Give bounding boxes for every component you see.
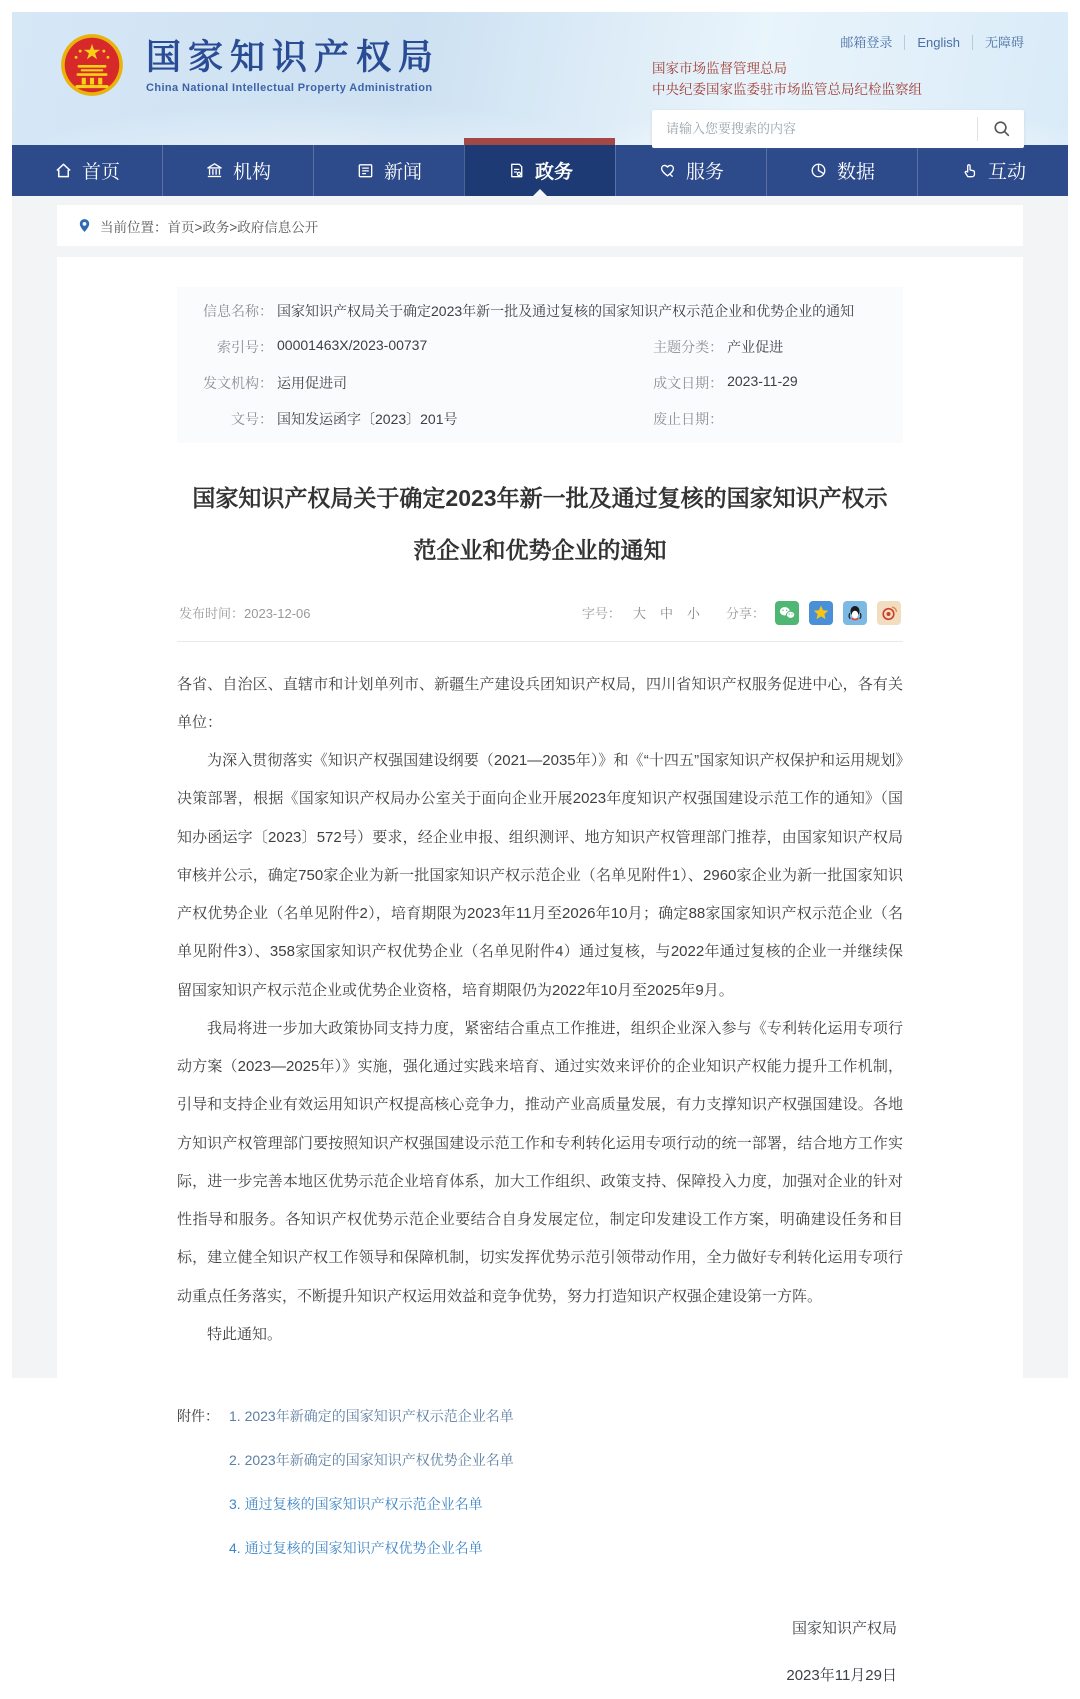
related-links xyxy=(652,59,1024,101)
doc-number-value: 国知发运函字〔2023〕201号 xyxy=(273,409,458,429)
meta-tools xyxy=(582,601,901,625)
article-card xyxy=(57,257,1023,1378)
gov-document-icon xyxy=(507,161,526,180)
nav-tab-interaction[interactable] xyxy=(917,145,1068,196)
attachment-row xyxy=(177,1406,903,1426)
main-nav xyxy=(12,145,1068,196)
index-number-label: 索引号： xyxy=(177,337,273,357)
nav-label: 政务 xyxy=(535,157,573,184)
nav-label: 首页 xyxy=(82,157,120,184)
interact-hand-icon xyxy=(960,161,979,180)
issue-date-label: 成文日期： xyxy=(627,373,723,393)
font-size-small-button[interactable]: 小 xyxy=(685,603,702,622)
attachment-link-1[interactable]: 1. 2023年新确定的国家知识产权示范企业名单 xyxy=(229,1406,514,1426)
attachment-link-3[interactable]: 3. 通过复核的国家知识产权示范企业名单 xyxy=(229,1494,483,1514)
share-label: 分享： xyxy=(726,603,765,622)
doc-info-row xyxy=(177,365,903,401)
breadcrumb-path[interactable]: 首页>政务>政府信息公开 xyxy=(168,216,319,236)
info-name-value: 国家知识产权局关于确定2023年新一批及通过复核的国家知识产权示范企业和优势企业的通知 xyxy=(273,301,854,321)
attachments-label: 附件： xyxy=(177,1406,229,1426)
news-icon xyxy=(356,161,375,180)
attachment-row xyxy=(177,1450,903,1470)
issuing-agency-label: 发文机构： xyxy=(177,373,273,393)
nav-label: 新闻 xyxy=(384,157,422,184)
institution-icon xyxy=(205,161,224,180)
nav-label: 机构 xyxy=(233,157,271,184)
english-link[interactable]: English xyxy=(904,35,972,50)
header-right xyxy=(652,32,1024,148)
font-size-medium-button[interactable]: 中 xyxy=(658,603,675,622)
closing-paragraph: 特此通知。 xyxy=(177,1316,903,1354)
home-icon xyxy=(54,161,73,180)
issuing-agency-value: 运用促进司 xyxy=(273,373,347,393)
nav-label: 数据 xyxy=(837,157,875,184)
nav-tab-services[interactable] xyxy=(615,145,766,196)
breadcrumb-label: 当前位置： xyxy=(100,216,168,236)
doc-info-row xyxy=(177,401,903,437)
page xyxy=(12,12,1068,1378)
content-background xyxy=(12,196,1068,1378)
search-icon[interactable] xyxy=(977,117,1024,141)
mail-login-link[interactable]: 邮箱登录 xyxy=(828,35,904,50)
publish-time-value: 2023-12-06 xyxy=(244,606,311,621)
doc-info-table xyxy=(177,287,903,443)
weibo-icon[interactable] xyxy=(877,601,901,625)
site-title: 国家知识产权局 xyxy=(146,38,440,78)
doc-info-row xyxy=(177,329,903,365)
nav-tab-home[interactable] xyxy=(12,145,162,196)
data-pie-icon xyxy=(809,161,828,180)
site-title-block xyxy=(146,38,440,94)
search-box xyxy=(652,110,1024,148)
service-heart-icon xyxy=(658,161,677,180)
topic-category-label: 主题分类： xyxy=(627,337,723,357)
font-size-label: 字号： xyxy=(582,603,621,622)
nav-tab-government[interactable] xyxy=(464,145,615,196)
repeal-date-label: 废止日期： xyxy=(627,409,723,429)
breadcrumb xyxy=(57,205,1023,246)
qzone-icon[interactable] xyxy=(809,601,833,625)
topic-category-value: 产业促进 xyxy=(723,337,783,357)
repeal-date-value xyxy=(723,409,727,429)
publish-time-label: 发布时间： xyxy=(179,606,244,621)
font-size-large-button[interactable]: 大 xyxy=(631,603,648,622)
site-header xyxy=(12,12,1068,145)
issue-date-value: 2023-11-29 xyxy=(723,373,798,393)
national-emblem-icon xyxy=(56,30,128,102)
logo-row xyxy=(56,30,440,102)
attachments-list xyxy=(177,1406,903,1558)
location-pin-icon xyxy=(77,218,92,233)
article-meta-row xyxy=(177,595,903,642)
top-links xyxy=(652,32,1024,51)
signature-agency: 国家知识产权局 xyxy=(177,1606,897,1653)
accessibility-link[interactable]: 无障碍 xyxy=(972,35,1024,50)
info-name-label: 信息名称： xyxy=(177,301,273,321)
attachment-link-2[interactable]: 2. 2023年新确定的国家知识产权优势企业名单 xyxy=(229,1450,514,1470)
body-paragraph: 为深入贯彻落实《知识产权强国建设纲要（2021—2035年）》和《“十四五”国家知识产权保护和运用规划》决策部署，根据《国家知识产权局办公室关于面向企业开展2023年度知识产权强国建设示范工作的通知》（国知办函运字〔2023〕572号）要求，经企业申报、组织测评、地方知识产权管理部门推荐，由国家知识产权局审核并公示，确定750家企业为新一批国家知识产权示范企业（名单见附件1）、2960家企业为新一批国家知识产权优势企业（名单见附件2），培育期限为2023年11月至2026年10月；确定88家国家知识产权示范企业（名单见附件3）、358家国家知识产权优势企业（名单见附件4）通过复核，与2022年通过复核的企业一并继续保留国家知识产权示范企业或优势企业资格，培育期限仍为2022年10月至2025年9月。 xyxy=(177,742,903,1010)
site-title-english: China National Intellectual Property Administration xyxy=(146,82,440,94)
article-body xyxy=(177,666,903,1355)
discipline-inspection-link[interactable]: 中央纪委国家监委驻市场监管总局纪检监察组 xyxy=(652,80,1024,101)
index-number-value: 00001463X/2023-00737 xyxy=(273,337,427,357)
publish-time xyxy=(179,603,311,622)
doc-number-label: 文号： xyxy=(177,409,273,429)
wechat-icon[interactable] xyxy=(775,601,799,625)
body-paragraph: 我局将进一步加大政策协同支持力度，紧密结合重点工作推进，组织企业深入参与《专利转化运用专项行动方案（2023—2025年）》实施，强化通过实践来培育、通过实效来评价的企业知识产权能力提升工作机制，引导和支持企业有效运用知识产权提高核心竞争力，推动产业高质量发展，有力支撑知识产权强国建设。各地方知识产权管理部门要按照知识产权强国建设示范工作和专利转化运用专项行动的统一部署，结合地方工作实际，进一步完善本地区优势示范企业培育体系，加大工作组织、政策支持、保障投入力度，加强对企业的针对性指导和服务。各知识产权优势示范企业要结合自身发展定位，制定印发建设工作方案，明确建设任务和目标，建立健全知识产权工作领导和保障机制，切实发挥优势示范引领带动作用，全力做好专利转化运用专项行动重点任务落实，不断提升知识产权运用效益和竞争优势，努力打造知识产权强企建设第一方阵。 xyxy=(177,1010,903,1316)
nav-tab-news[interactable] xyxy=(313,145,464,196)
nav-tab-institutions[interactable] xyxy=(162,145,313,196)
article-title: 国家知识产权局关于确定2023年新一批及通过复核的国家知识产权示范企业和优势企业的通知 xyxy=(187,473,893,577)
signature-block xyxy=(177,1606,903,1699)
search-input[interactable] xyxy=(652,110,977,148)
qq-icon[interactable] xyxy=(843,601,867,625)
salutation-paragraph: 各省、自治区、直辖市和计划单列市、新疆生产建设兵团知识产权局，四川省知识产权服务促进中心，各有关单位： xyxy=(177,666,903,743)
signature-date: 2023年11月29日 xyxy=(177,1653,897,1699)
nav-tab-data[interactable] xyxy=(766,145,917,196)
nav-label: 服务 xyxy=(686,157,724,184)
attachment-row xyxy=(177,1494,903,1514)
attachment-row xyxy=(177,1538,903,1558)
attachment-link-4[interactable]: 4. 通过复核的国家知识产权优势企业名单 xyxy=(229,1538,483,1558)
nav-label: 互动 xyxy=(988,157,1026,184)
doc-info-row xyxy=(177,293,903,329)
samr-link[interactable]: 国家市场监督管理总局 xyxy=(652,59,1024,80)
